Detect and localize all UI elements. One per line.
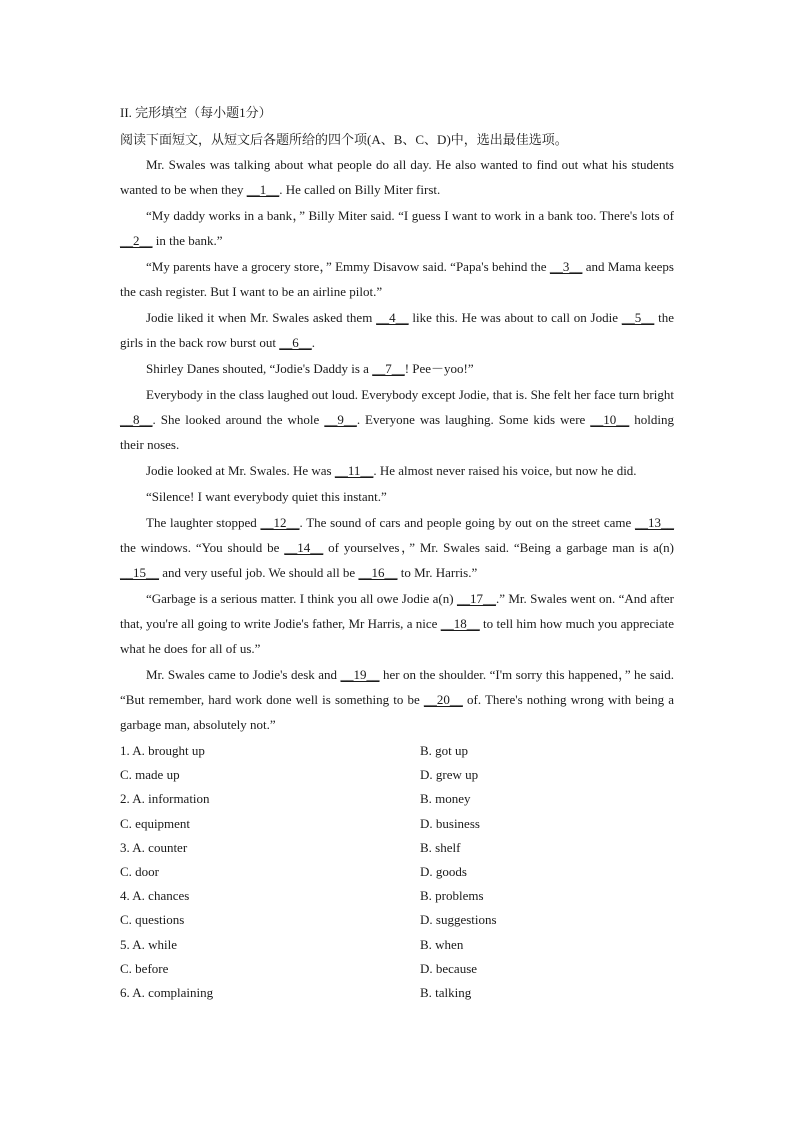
passage-text: the girls in the back row burst out	[120, 310, 674, 350]
passage-text: in the bank.”	[152, 233, 223, 248]
passage-text: ! Pee－yoo!”	[404, 361, 474, 376]
passage-paragraph	[120, 586, 674, 661]
answer-option: B. talking	[420, 984, 472, 1000]
passage-text: to tell him how much you appreciate what he does for all of us.”	[120, 616, 674, 656]
cloze-blank: __7__	[372, 361, 405, 376]
passage-text: . She looked around the whole	[152, 412, 325, 427]
passage	[120, 152, 674, 737]
option-row	[120, 884, 674, 908]
cloze-blank: __13__	[634, 515, 674, 530]
answer-option: B. money	[420, 791, 471, 807]
passage-text: Shirley Danes shouted, “Jodie's Daddy is a	[146, 361, 373, 376]
passage-text: “Garbage is a serious matter. I think you all owe Jodie a(n)	[146, 591, 457, 606]
option-row	[120, 836, 674, 860]
cloze-blank: __1__	[246, 182, 280, 197]
passage-paragraph	[120, 356, 674, 381]
answer-options	[120, 739, 674, 1005]
passage-text: Jodie looked at Mr. Swales. He was	[146, 463, 335, 478]
option-row	[120, 787, 674, 811]
cloze-blank: __16__	[358, 565, 398, 580]
passage-text: Jodie liked it when Mr. Swales asked them	[146, 310, 377, 325]
cloze-blank: __18__	[440, 616, 480, 631]
answer-option: C. equipment	[120, 815, 191, 831]
cloze-blank: __10__	[590, 412, 630, 427]
cloze-blank: __14__	[284, 540, 324, 555]
passage-paragraph	[120, 203, 674, 253]
answer-option: D. grew up	[420, 767, 479, 783]
cloze-blank: __2__	[120, 233, 153, 248]
answer-option: B. when	[420, 936, 464, 952]
passage-text: of yourselves，” Mr. Swales said. “Being a garbage man is a(n)	[323, 540, 674, 555]
answer-option: D. business	[420, 815, 480, 831]
option-row	[120, 981, 674, 1005]
answer-option: 5. A. while	[120, 936, 178, 952]
passage-paragraph	[120, 662, 674, 737]
passage-paragraph	[120, 254, 674, 304]
passage-text: her on the shoulder. “I'm sorry this happened，” he said. “But remember, hard work done well is something to be	[120, 667, 674, 707]
option-row	[120, 957, 674, 981]
passage-text: Everybody in the class laughed out loud. Everybody except Jodie, that is. She felt her face turn bright	[146, 387, 674, 402]
passage-text: “My parents have a grocery store，” Emmy Disavow said. “Papa's behind the	[146, 259, 550, 274]
answer-option: D. suggestions	[420, 912, 497, 928]
cloze-blank: __9__	[324, 412, 357, 427]
cloze-blank: __12__	[260, 515, 300, 530]
answer-option: 2. A. information	[120, 791, 210, 807]
passage-text: . He called on Billy Miter first.	[279, 182, 441, 197]
answer-option: D. because	[420, 960, 478, 976]
option-row	[120, 739, 674, 763]
option-row	[120, 908, 674, 932]
document-page	[120, 100, 674, 1005]
answer-option: C. made up	[120, 767, 180, 783]
passage-text: the windows. “You should be	[120, 540, 285, 555]
passage-text: .” Mr. Swales went on. “And after that, you're all going to write Jodie's father, Mr Harris, a nice	[120, 591, 674, 631]
cloze-blank: __15__	[120, 565, 159, 580]
passage-text: to Mr. Harris.”	[397, 565, 478, 580]
passage-text: holding their noses.	[120, 412, 674, 452]
passage-text: . The sound of cars and people going by out on the street came	[299, 515, 635, 530]
cloze-blank: __19__	[340, 667, 380, 682]
passage-paragraph	[120, 458, 674, 483]
answer-option: 1. A. brought up	[120, 743, 205, 758]
answer-option: C. questions	[120, 912, 185, 928]
cloze-blank: __4__	[376, 310, 409, 325]
section-title: II. 完形填空（每小题1分）	[120, 105, 272, 120]
passage-text: and very useful job. We should all be	[159, 565, 359, 580]
answer-option: B. problems	[420, 888, 484, 904]
cloze-blank: __3__	[549, 259, 583, 274]
passage-text: Mr. Swales came to Jodie's desk and	[146, 667, 341, 682]
answer-option: C. door	[120, 863, 159, 879]
cloze-blank: __11__	[334, 463, 374, 478]
passage-text: Mr. Swales was talking about what people do all day. He also wanted to find out what his students wanted to be when they	[120, 157, 674, 197]
option-row	[120, 933, 674, 957]
passage-text: . He almost never raised his voice, but now he did.	[373, 463, 637, 478]
cloze-blank: __20__	[423, 692, 463, 707]
passage-text: like this. He was about to call on Jodie	[408, 310, 622, 325]
answer-option: 3. A. counter	[120, 839, 188, 855]
option-row	[120, 763, 674, 787]
passage-text: “Silence! I want everybody quiet this instant.”	[146, 489, 387, 504]
passage-text: .	[311, 335, 315, 350]
passage-text: The laughter stopped	[146, 515, 261, 530]
passage-text: . Everyone was laughing. Some kids were	[356, 412, 591, 427]
passage-paragraph	[120, 152, 674, 202]
answer-option: C. before	[120, 960, 169, 976]
passage-paragraph	[120, 484, 674, 509]
answer-option: D. goods	[420, 863, 467, 879]
answer-option: 6. A. complaining	[120, 984, 214, 1000]
passage-paragraph	[120, 382, 674, 457]
answer-option: B. got up	[420, 743, 469, 758]
cloze-blank: __17__	[456, 591, 496, 606]
passage-paragraph	[120, 510, 674, 585]
answer-option: 4. A. chances	[120, 888, 190, 904]
option-row	[120, 812, 674, 836]
cloze-blank: __6__	[279, 335, 312, 350]
cloze-blank: __8__	[120, 412, 153, 427]
option-row	[120, 860, 674, 884]
passage-text: and Mama keeps the cash register. But I want to be an airline pilot.”	[120, 259, 674, 299]
cloze-blank: __5__	[621, 310, 655, 325]
instructions: 阅读下面短文，从短文后各题所给的四个项(A、B、C、D)中，选出最佳选项。	[120, 132, 568, 147]
answer-option: B. shelf	[420, 839, 461, 855]
passage-text: “My daddy works in a bank，” Billy Miter said. “I guess I want to work in a bank too. There's lots of	[146, 208, 674, 223]
passage-text: of. There's nothing wrong with being a garbage man, absolutely not.”	[120, 692, 674, 732]
passage-paragraph	[120, 305, 674, 355]
